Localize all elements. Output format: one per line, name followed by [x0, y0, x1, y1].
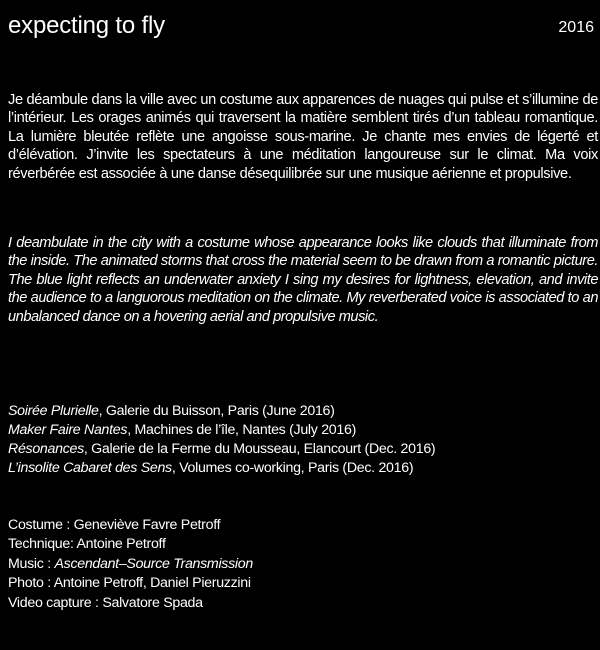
- credit-photo: [8, 574, 253, 593]
- event-name: Soirée Plurielle: [8, 403, 99, 419]
- event-item: [8, 402, 435, 421]
- event-name: Maker Faire Nantes: [8, 422, 128, 438]
- credit-value: Ascendant–Source Transmission: [54, 555, 253, 572]
- credit-value: Salvatore Spada: [102, 594, 203, 611]
- event-item: [8, 459, 435, 478]
- credits-list: [8, 516, 253, 613]
- event-details: , Galerie du Buisson, Paris (June 2016): [98, 403, 335, 419]
- project-year: 2016: [558, 19, 594, 36]
- credit-label: Video capture :: [8, 594, 103, 611]
- description-english: I deambulate in the city with a costume whose appearance looks like clouds that illuminate from the inside. The animated storms that cross the material seem to be drawn from a romantic picture. The blue light reflects an underwater anxiety I sing my desires for lightness, elevation, and invite the audience to a languorous meditation on the climate. My reverberated voice is associated to an unbalanced dance on a hovering aerial and propulsive music.: [8, 235, 598, 325]
- credit-costume: [8, 516, 253, 535]
- events-list: [8, 402, 435, 478]
- credit-value: Geneviève Favre Petroff: [73, 517, 221, 533]
- credit-label: Music :: [8, 555, 55, 572]
- event-details: , Volumes co-working, Paris (Dec. 2016): [171, 460, 414, 476]
- event-name: L’insolite Cabaret des Sens: [8, 460, 172, 476]
- event-name: Résonances: [8, 441, 84, 457]
- description-french: Je déambule dans la ville avec un costume aux apparences de nuages qui pulse et s’illumine de l’intérieur. Les orages animés qui traversent la matière semblent tirés d’un tableau romantique. La lumière bleutée reflète une angoisse sous-marine. Je chante mes envies de légerté et d’élévation. J’invite les spectateurs à une méditation langoureuse sur le climat. Ma voix réverbérée est associée à une danse désequilibrée sur une musique aérienne et propulsive.: [8, 92, 598, 182]
- event-details: , Galerie de la Ferme du Mousseau, Elancourt (Dec. 2016): [83, 441, 436, 457]
- credit-label: Technique:: [8, 536, 77, 553]
- credit-value: Antoine Petroff: [76, 536, 166, 553]
- credit-label: Photo :: [8, 575, 54, 592]
- event-item: [8, 421, 435, 440]
- credit-music: [8, 555, 253, 574]
- project-title: expecting to fly: [8, 12, 165, 39]
- event-details: , Machines de l’île, Nantes (July 2016): [127, 422, 357, 438]
- credit-video: [8, 594, 253, 613]
- credit-technique: [8, 535, 253, 554]
- credit-label: Costume :: [8, 517, 74, 533]
- event-item: [8, 440, 435, 459]
- credit-value: Antoine Petroff, Daniel Pieruzzini: [53, 575, 251, 592]
